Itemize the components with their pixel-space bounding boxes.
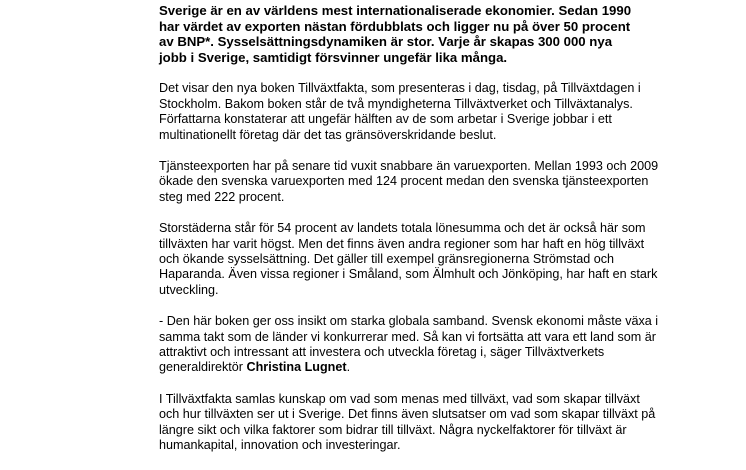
text-line: längre sikt och vilka faktorer som bidrar till tillväxt. Några nyckelfaktorer för tillväxt är <box>159 422 627 437</box>
text-line: Stockholm. Bakom boken står de två myndigheterna Tillväxtverket och Tillväxtanalys. <box>159 96 633 111</box>
paragraph-quote <box>159 314 659 376</box>
quote-attribution-suffix: . <box>346 360 351 375</box>
text-line: av BNP*. Sysselsättningsdynamiken är stor. Varje år skapas 300 000 nya <box>159 34 613 50</box>
lead-paragraph <box>159 3 639 65</box>
text-line: Det visar den nya boken Tillväxtfakta, som presenteras i dag, tisdag, på Tillväxtdagen i <box>159 81 641 96</box>
text-line: Sverige är en av världens mest internationaliserade ekonomier. Sedan 1990 <box>159 3 632 18</box>
text-line: utveckling. <box>159 282 219 297</box>
text-line: Författarna konstaterar att ungefär hälften av de som arbetar i Sverige jobbar i ett <box>159 112 612 127</box>
text-line: har värdet av exporten nästan fördubblats och ligger nu på över 50 procent <box>159 18 631 34</box>
text-line: multinationellt företag där det tas gränsöverskridande beslut. <box>159 127 497 142</box>
text-line: ökade den svenska varuexporten med 124 procent medan den svenska tjänsteexporten <box>159 174 649 189</box>
text-line: steg med 222 procent. <box>159 189 285 204</box>
text-line <box>159 360 639 375</box>
paragraph-book-intro <box>159 81 639 143</box>
text-line: attraktivt och intressant att investera och utveckla företag i, säger Tillväxtverkets <box>159 345 605 360</box>
text-line: och ökande sysselsättning. Det gäller till exempel gränsregionerna Strömstad och <box>159 252 615 267</box>
paragraph-service-exports <box>159 159 659 205</box>
text-line: tillväxten har varit högst. Men det finns även andra regioner som har haft en hög tillväxt <box>159 236 645 251</box>
quote-attribution-prefix: generaldirektör <box>159 360 247 375</box>
text-line: samma takt som de länder vi konkurrerar med. Så kan vi fortsätta att vara ett land som är <box>159 329 656 344</box>
text-line: - Den här boken ger oss insikt om starka globala samband. Svensk ekonomi måste växa i <box>159 314 659 329</box>
paragraph-regions <box>159 221 658 298</box>
text-line: och hur tillväxten ser ut i Sverige. Det finns även slutsatser om vad som skapar tillväxt på <box>159 407 656 422</box>
text-line: Tjänsteexporten har på senare tid vuxit snabbare än varuexporten. Mellan 1993 och 2009 <box>159 159 659 173</box>
paragraph-growth-facts <box>159 391 656 454</box>
text-line: humankapital, innovation och investeringar. <box>159 438 401 453</box>
text-line: jobb i Sverige, samtidigt försvinner ungefär lika många. <box>159 49 508 65</box>
text-line: Storstäderna står för 54 procent av landets totala lönesumma och det är också här som <box>159 221 646 236</box>
text-line: I Tillväxtfakta samlas kunskap om vad som menas med tillväxt, vad som skapar tillväxt <box>159 391 640 406</box>
press-release-document <box>159 3 659 470</box>
speaker-name: Christina Lugnet <box>246 360 347 375</box>
text-line: Haparanda. Även vissa regioner i Småland, som Älmhult och Jönköping, har haft en stark <box>159 267 658 282</box>
